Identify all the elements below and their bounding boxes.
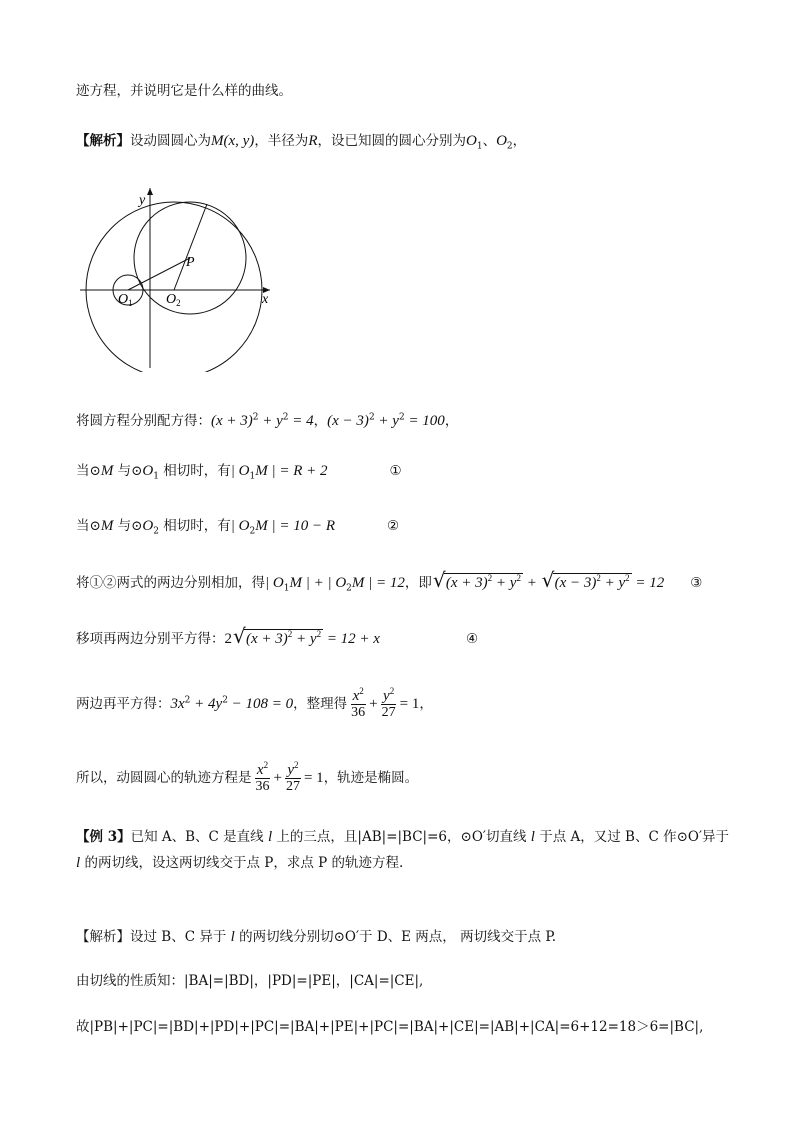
y-label: y <box>139 193 146 208</box>
line-solution3: 【解析】设过 B、C 异于 l 的两切线分别切⊙O′于 D、E 两点， 两切线交于点 P. <box>76 929 557 945</box>
circle-o2-large <box>86 202 262 372</box>
fraction-y2-27-b: $\frac{y^2}{27}$ <box>285 760 300 794</box>
line-solution-intro: 【解析】设动圆圆心为M(x, y)，半径为R，设已知圆的圆心分别为$O_1$、$O_2$， <box>76 133 527 152</box>
fraction-x2-36: $\frac{x^2}{36}$ <box>351 686 366 720</box>
equation-number-4: ④ <box>465 631 479 647</box>
line-problem-end: 迹方程，并说明它是什么样的曲线。 <box>76 83 292 99</box>
o2-label: $O_2$ <box>166 292 181 308</box>
line-square-again: 两边再平方得：$3x^2 + 4y^2 - 108 = 0$，整理得 $\frac{x^2}{36}$ + $\frac{y^2}{27}$ = 1， <box>76 686 433 720</box>
equation-number-1: ① <box>389 463 402 479</box>
x-label: x <box>262 292 269 307</box>
solution3-heading: 【解析】 <box>76 929 130 945</box>
line-tangent-o1: 当⊙M 与$⊙O_1$ 相切时，有| $O_1M$ | = R + 2 ① <box>76 463 402 482</box>
line-complete-square: 将圆方程分别配方得：$(x + 3)^2 + y^2 = 4$，$(x - 3)^2 + y^2 = 100$， <box>76 412 459 429</box>
y-axis-arrow <box>147 188 153 195</box>
line-sum-derivation: 故|PB|+|PC|=|BD|+|PD|+|PC|=|BA|+|PE|+|PC|=|BA|+|CE|=|AB|+|CA|=6+12=18＞6=|BC|, <box>76 1019 704 1035</box>
line-add-equations: 将①②两式的两边分别相加，得| $O_1M$ | + | $O_2M$ | = 12，即√ $(x + 3)^2 + y^2$ + √ $(x - 3)^2 + y^2 = 12$ ③ <box>76 572 702 594</box>
line-tangent-o2: 当⊙M 与$⊙O_2$ 相切时，有| $O_2M$ | = 10 − R ② <box>76 518 400 537</box>
segment-o1-m <box>128 258 190 290</box>
solution-heading: 【解析】 <box>76 133 130 149</box>
segment-o2-p <box>174 204 207 290</box>
fraction-y2-27: $\frac{y^2}{27}$ <box>381 686 396 720</box>
line-move-square: 移项再两边分别平方得：2√ $(x + 3)^2 + y^2 = 12 + x$ ④ <box>76 628 478 650</box>
line-example3-cont: l 的两切线，设这两切线交于点 P，求点 P 的轨迹方程. <box>76 855 404 871</box>
equation-number-3: ③ <box>690 575 703 591</box>
circles-figure <box>76 182 276 372</box>
line-tangent-property: 由切线的性质知：|BA|=|BD|，|PD|=|PE|，|CA|=|CE|, <box>76 973 424 989</box>
fraction-x2-36-b: $\frac{x^2}{36}$ <box>255 760 270 794</box>
line-example3: 【例 3】已知 A、B、C 是直线 l 上的三点，且|AB|=|BC|=6，⊙O′切直线 l 于点 A，又过 B、C 作⊙O′异于 <box>76 829 730 845</box>
equation-number-2: ② <box>387 518 400 534</box>
o1-label: $O_1$ <box>118 292 133 308</box>
example3-heading: 【例 3】 <box>76 829 131 845</box>
p-label: P <box>186 255 195 270</box>
line-conclusion: 所以，动圆圆心的轨迹方程是 $\frac{x^2}{36}$ + $\frac{y^2}{27}$ = 1，轨迹是椭圆。 <box>76 760 419 794</box>
